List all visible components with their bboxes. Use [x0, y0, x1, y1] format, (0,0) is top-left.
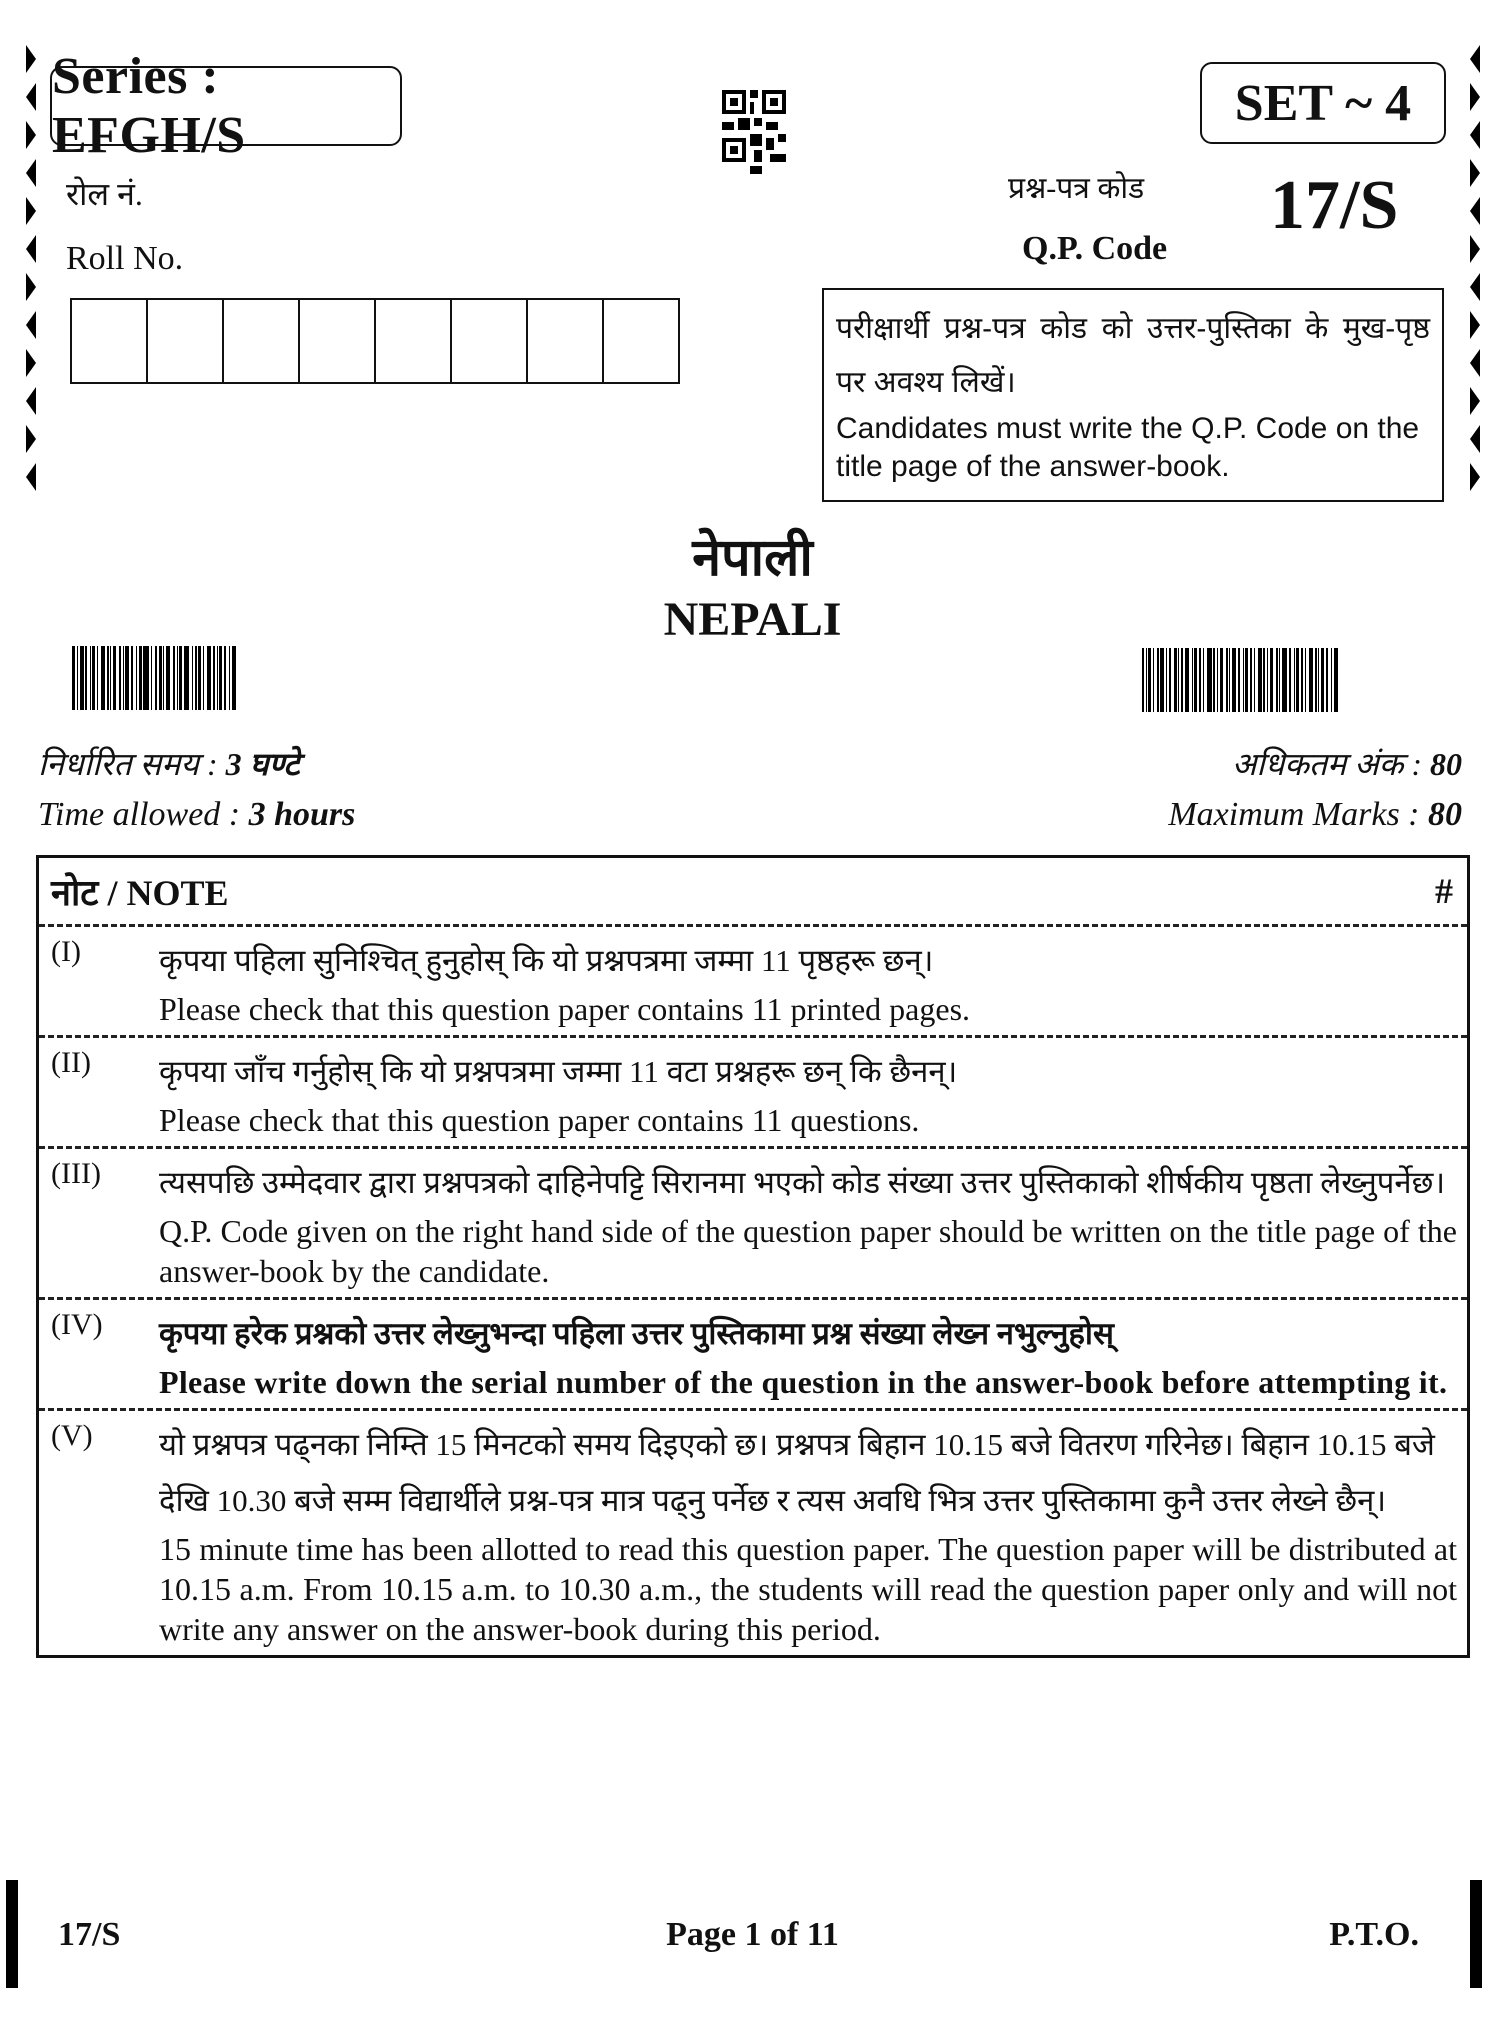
time-label: Time allowed :: [38, 796, 249, 833]
footer-qp-code: 17/S: [58, 1916, 121, 1953]
instruction-hindi: परीक्षार्थी प्रश्न-पत्र कोड को उत्तर-पुस्तिका के मुख-पृष्ठ पर अवश्य लिखें।: [836, 312, 1430, 399]
note-text-hindi: कृपया हरेक प्रश्नको उत्तर लेख्नुभन्दा पहिला उत्तर पुस्तिकामा प्रश्न संख्या लेख्न नभुल्नुहोस्: [159, 1316, 1114, 1351]
roll-digit-box[interactable]: [452, 300, 528, 382]
instruction-english: Candidates must write the Q.P. Code on the title page of the answer-book.: [836, 412, 1420, 483]
roll-digit-box[interactable]: [604, 300, 678, 382]
note-text-hindi: यो प्रश्नपत्र पढ्नका निम्ति 15 मिनटको समय दिइएको छ। प्रश्नपत्र बिहान 10.15 बजे वितरण गरिनेछ। बिहान 10.15 बजे देखि 10.30 बजे सम्म विद्यार्थीले प्रश्न-पत्र मात्र पढ्नु पर्नेछ र त्यस अवधि भित्र उत्तर पुस्तिकामा कुनै उत्तर लेख्ने छैन्।: [159, 1427, 1435, 1518]
roll-label: Roll No.: [66, 240, 184, 277]
notes-table: [36, 855, 1470, 1658]
marks-label: Maximum Marks :: [1168, 796, 1428, 833]
page-number: Page 1 of 11: [666, 1916, 839, 1953]
note-item: [39, 1149, 1467, 1300]
notes-heading: नोट / NOTE: [51, 872, 229, 913]
marks-value: 80: [1428, 796, 1462, 833]
note-item: [39, 1300, 1467, 1411]
note-text-english: Q.P. Code given on the right hand side of the question paper should be written on the title page of the answer-book by the candidate.: [159, 1213, 1457, 1289]
max-marks-hindi: [1232, 742, 1462, 785]
right-border-marks: [1470, 45, 1490, 565]
qp-code-label-hindi: प्रश्न-पत्र कोड: [1008, 172, 1145, 205]
qp-code: 17/S: [1270, 167, 1399, 244]
note-item: [39, 1411, 1467, 1655]
marks-label-hindi: अधिकतम अंक :: [1231, 746, 1430, 782]
note-text-hindi: कृपया पहिला सुनिश्चित् हुनुहोस् कि यो प्रश्नपत्रमा जम्मा 11 पृष्ठहरू छन्।: [159, 943, 934, 978]
note-text-hindi: कृपया जाँच गर्नुहोस् कि यो प्रश्नपत्रमा जम्मा 11 वटा प्रश्नहरू छन् कि छैनन्।: [159, 1054, 958, 1089]
roll-number-boxes: [70, 298, 680, 384]
note-text-english: Please check that this question paper contains 11 questions.: [159, 1102, 920, 1138]
please-turn-over: P.T.O.: [1329, 1916, 1419, 1953]
time-allowed: [38, 796, 355, 834]
max-marks: [1168, 796, 1462, 834]
barcode-right-icon: [1142, 648, 1470, 712]
note-number: (III): [51, 1157, 101, 1190]
qp-code-instruction-box: [822, 288, 1444, 502]
time-value-hindi: 3 घण्टे: [225, 746, 300, 782]
qr-code-icon: [722, 90, 786, 186]
roll-digit-box[interactable]: [148, 300, 224, 382]
subject-title: NEPALI: [663, 593, 842, 646]
time-value: 3 hours: [248, 796, 356, 833]
time-label-hindi: निर्धारित समय :: [38, 746, 226, 782]
note-text-english: Please check that this question paper contains 11 printed pages.: [159, 991, 971, 1027]
note-text-english: Please write down the serial number of the question in the answer-book before attempting it.: [159, 1364, 1448, 1400]
barcode-left-icon: [72, 646, 336, 710]
left-border-marks: [26, 45, 46, 565]
roll-digit-box[interactable]: [528, 300, 604, 382]
roll-digit-box[interactable]: [376, 300, 452, 382]
roll-digit-box[interactable]: [72, 300, 148, 382]
time-allowed-hindi: [38, 742, 300, 785]
marks-value-hindi: 80: [1430, 746, 1462, 782]
note-text-english: 15 minute time has been allotted to read this question paper. The question paper will be distributed at 10.15 a.m. From 10.15 a.m. to 10.30 a.m., the students will read the question paper only and will not write any answer on the answer-book during this period.: [159, 1531, 1457, 1647]
roll-label-hindi: रोल नं.: [66, 176, 143, 212]
set-label: SET ~ 4: [1200, 62, 1446, 144]
series-label: Series : EFGH/S: [50, 66, 402, 146]
roll-digit-box[interactable]: [224, 300, 300, 382]
note-text-hindi: त्यसपछि उम्मेदवार द्वारा प्रश्नपत्रको दाहिनेपट्टि सिरानमा भएको कोड संख्या उत्तर पुस्तिकाको शीर्षकीय पृष्ठता लेख्नुपर्नेछ।: [159, 1165, 1446, 1200]
note-number: (V): [51, 1419, 93, 1452]
note-item: [39, 1038, 1467, 1149]
note-number: (I): [51, 935, 81, 968]
roll-digit-box[interactable]: [300, 300, 376, 382]
notes-header: [39, 858, 1467, 927]
note-number: (IV): [51, 1308, 103, 1341]
note-item: [39, 927, 1467, 1038]
subject-title-hindi: नेपाली: [692, 530, 813, 587]
qp-code-label: Q.P. Code: [1022, 230, 1168, 267]
hash-mark: #: [1435, 871, 1453, 911]
note-number: (II): [51, 1046, 91, 1079]
